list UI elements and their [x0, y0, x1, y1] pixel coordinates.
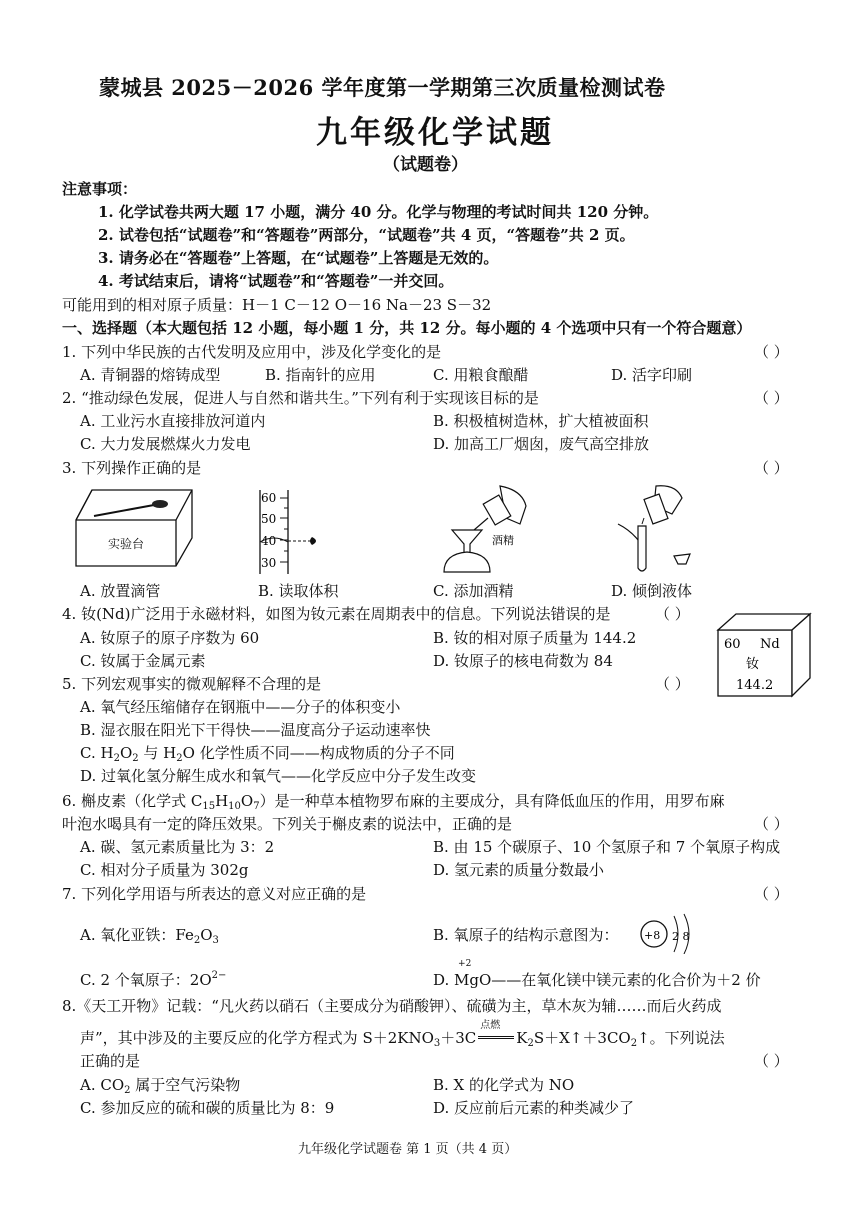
q4-option-b: B. 钕的相对原子质量为 144.2 [433, 629, 637, 647]
q8-stem-line3: 正确的是 [80, 1052, 141, 1070]
q3-option-a: A. 放置滴管 [80, 582, 161, 600]
element-atomic-mass: 144.2 [736, 678, 774, 693]
q7-option-d: D. +2 MgO——在氧化镁中镁元素的化合价为＋2 价 [433, 959, 761, 989]
q3-option-d: D. 倾倒液体 [611, 582, 693, 600]
cylinder-tick-label: 60 [261, 491, 277, 505]
page-footer: 九年级化学试题卷 第 1 页（共 4 页） [298, 1142, 518, 1157]
q7-option-a: A. 氧化亚铁：$Fe_2O_3$ [80, 926, 219, 946]
q1-answer-bracket: （ ） [754, 343, 789, 361]
q8-stem-line2: 声”，其中涉及的主要反应的化学方程式为 $S+2KNO_3+3C$ 点燃 $K_2S+X↑+3CO_2↑$。下列说法 [80, 1027, 725, 1049]
notes-heading: 注意事项： [62, 180, 138, 198]
q5-option-a: A. 氧气经压缩储存在钢瓶中——分子的体积变小 [80, 698, 401, 716]
cylinder-tick-label: 40 [261, 534, 277, 548]
q2-option-a: A. 工业污水直接排放河道内 [80, 412, 266, 430]
section-heading: 一、选择题（本大题包括 12 小题，每小题 1 分，共 12 分。每小题的 4 个选项中只有一个符合题意） [62, 319, 752, 337]
bench-label: 实验台 [108, 537, 145, 551]
note-item: 1. 化学试卷共两大题 17 小题，满分 40 分。化学与物理的考试时间共 120 分钟。 [98, 203, 659, 221]
q3-stem: 3. 下列操作正确的是 [62, 459, 202, 477]
q7-option-b: B. 氧原子的结构示意图为： [433, 926, 619, 944]
q6-option-a: A. 碳、氢元素质量比为 3：2 [80, 838, 275, 856]
q5-option-b: B. 湿衣服在阳光下干得快——温度高分子运动速率快 [80, 721, 431, 739]
note-item: 3. 请务必在“答题卷”上答题，在“试题卷”上答题是无效的。 [98, 249, 499, 267]
cylinder-tick-label: 50 [261, 512, 277, 526]
q5-stem: 5. 下列宏观事实的微观解释不合理的是 [62, 675, 322, 693]
note-item: 4. 考试结束后，请将“试题卷”和“答题卷”一并交回。 [98, 272, 454, 290]
q1-stem: 1. 下列中华民族的古代发明及应用中，涉及化学变化的是 [62, 343, 442, 361]
q7-stem: 7. 下列化学用语与所表达的意义对应正确的是 [62, 885, 367, 903]
exam-title-paper: （试题卷） [383, 155, 468, 175]
graduated-cylinder-figure [248, 488, 328, 576]
q6-stem: 6. 槲皮素（化学式 $C_{15}H_{10}O_7$）是一种草本植物罗布麻的主要成分，具有降低血压的作用，用罗布麻 [62, 792, 725, 812]
q8-answer-bracket: （ ） [754, 1052, 789, 1070]
reaction-condition: 点燃 [480, 1020, 501, 1031]
q6-option-b: B. 由 15 个碳原子、10 个氢原子和 7 个氧原子构成 [433, 838, 781, 856]
q4-stem: 4. 钕(Nd)广泛用于永磁材料，如图为钕元素在周期表中的信息。下列说法错误的是 [62, 605, 611, 623]
q2-option-b: B. 积极植树造林，扩大植被面积 [433, 412, 649, 430]
dropper-on-bench-figure [72, 486, 198, 572]
electron-shells: 2 8 [672, 930, 690, 943]
q2-option-c: C. 大力发展燃煤火力发电 [80, 435, 251, 453]
element-atomic-number: 60 [724, 637, 741, 652]
q6-answer-bracket: （ ） [754, 815, 789, 833]
element-name: 钕 [746, 657, 760, 672]
q1-option-d: D. 活字印刷 [611, 366, 693, 384]
q1-option-a: A. 青铜器的熔铸成型 [80, 366, 221, 384]
alcohol-lamp-figure [430, 484, 550, 580]
exam-title-subject: 九年级化学试题 [316, 115, 554, 151]
q6-option-c: C. 相对分子质量为 302g [80, 861, 249, 879]
cylinder-tick-label: 30 [261, 556, 277, 570]
q4-option-c: C. 钕属于金属元素 [80, 652, 206, 670]
q7-option-c: C. 2 个氧原子：$2O^{2-}$ [80, 970, 227, 989]
q8-option-b: B. X 的化学式为 NO [433, 1076, 575, 1094]
q4-answer-bracket: （ ） [655, 605, 690, 623]
element-symbol: Nd [760, 637, 780, 652]
q2-stem: 2. “推动绿色发展，促进人与自然和谐共生。”下列有利于实现该目标的是 [62, 389, 539, 407]
q3-option-b: B. 读取体积 [258, 582, 339, 600]
q6-option-d: D. 氢元素的质量分数最小 [433, 861, 605, 879]
pouring-liquid-figure [604, 484, 704, 580]
q2-answer-bracket: （ ） [754, 389, 789, 407]
q5-answer-bracket: （ ） [655, 675, 690, 693]
q6-stem-line2: 叶泡水喝具有一定的降压效果。下列关于槲皮素的说法中，正确的是 [62, 815, 513, 833]
q8-option-a: A. $CO_2$ 属于空气污染物 [80, 1076, 241, 1096]
q1-option-c: C. 用粮食酿醋 [433, 366, 529, 384]
oxygen-atom-structure-diagram [638, 910, 702, 954]
q8-option-d: D. 反应前后元素的种类减少了 [433, 1099, 635, 1117]
note-item: 2. 试卷包括“试题卷”和“答题卷”两部分，“试题卷”共 4 页，“答题卷”共 2 页。 [98, 226, 635, 244]
q3-answer-bracket: （ ） [754, 459, 789, 477]
q3-option-c: C. 添加酒精 [433, 582, 514, 600]
q4-option-d: D. 钕原子的核电荷数为 84 [433, 652, 613, 670]
alcohol-label: 酒精 [492, 534, 514, 547]
q7-answer-bracket: （ ） [754, 885, 789, 903]
q8-stem-line1: 8.《天工开物》记载：“凡火药以硝石（主要成分为硝酸钾）、硫磺为主，草木灰为辅……而后火药成 [62, 997, 722, 1015]
q2-option-d: D. 加高工厂烟囱，废气高空排放 [433, 435, 650, 453]
q5-option-d: D. 过氧化氢分解生成水和氧气——化学反应中分子发生改变 [80, 767, 477, 785]
atomic-mass-info: 可能用到的相对原子质量：H－1 C－12 O－16 Na－23 S－32 [62, 296, 492, 314]
q4-option-a: A. 钕原子的原子序数为 60 [80, 629, 260, 647]
nucleus-charge: +8 [644, 929, 661, 942]
exam-title-line1: 蒙城县 2025－2026 学年度第一学期第三次质量检测试卷 [99, 75, 666, 100]
q8-option-c: C. 参加反应的硫和碳的质量比为 8：9 [80, 1099, 335, 1117]
q1-option-b: B. 指南针的应用 [265, 366, 376, 384]
element-card-neodymium [716, 612, 816, 698]
q5-option-c: C. $H_2O_2$ 与 $H_2O$ 化学性质不同——构成物质的分子不同 [80, 744, 455, 764]
